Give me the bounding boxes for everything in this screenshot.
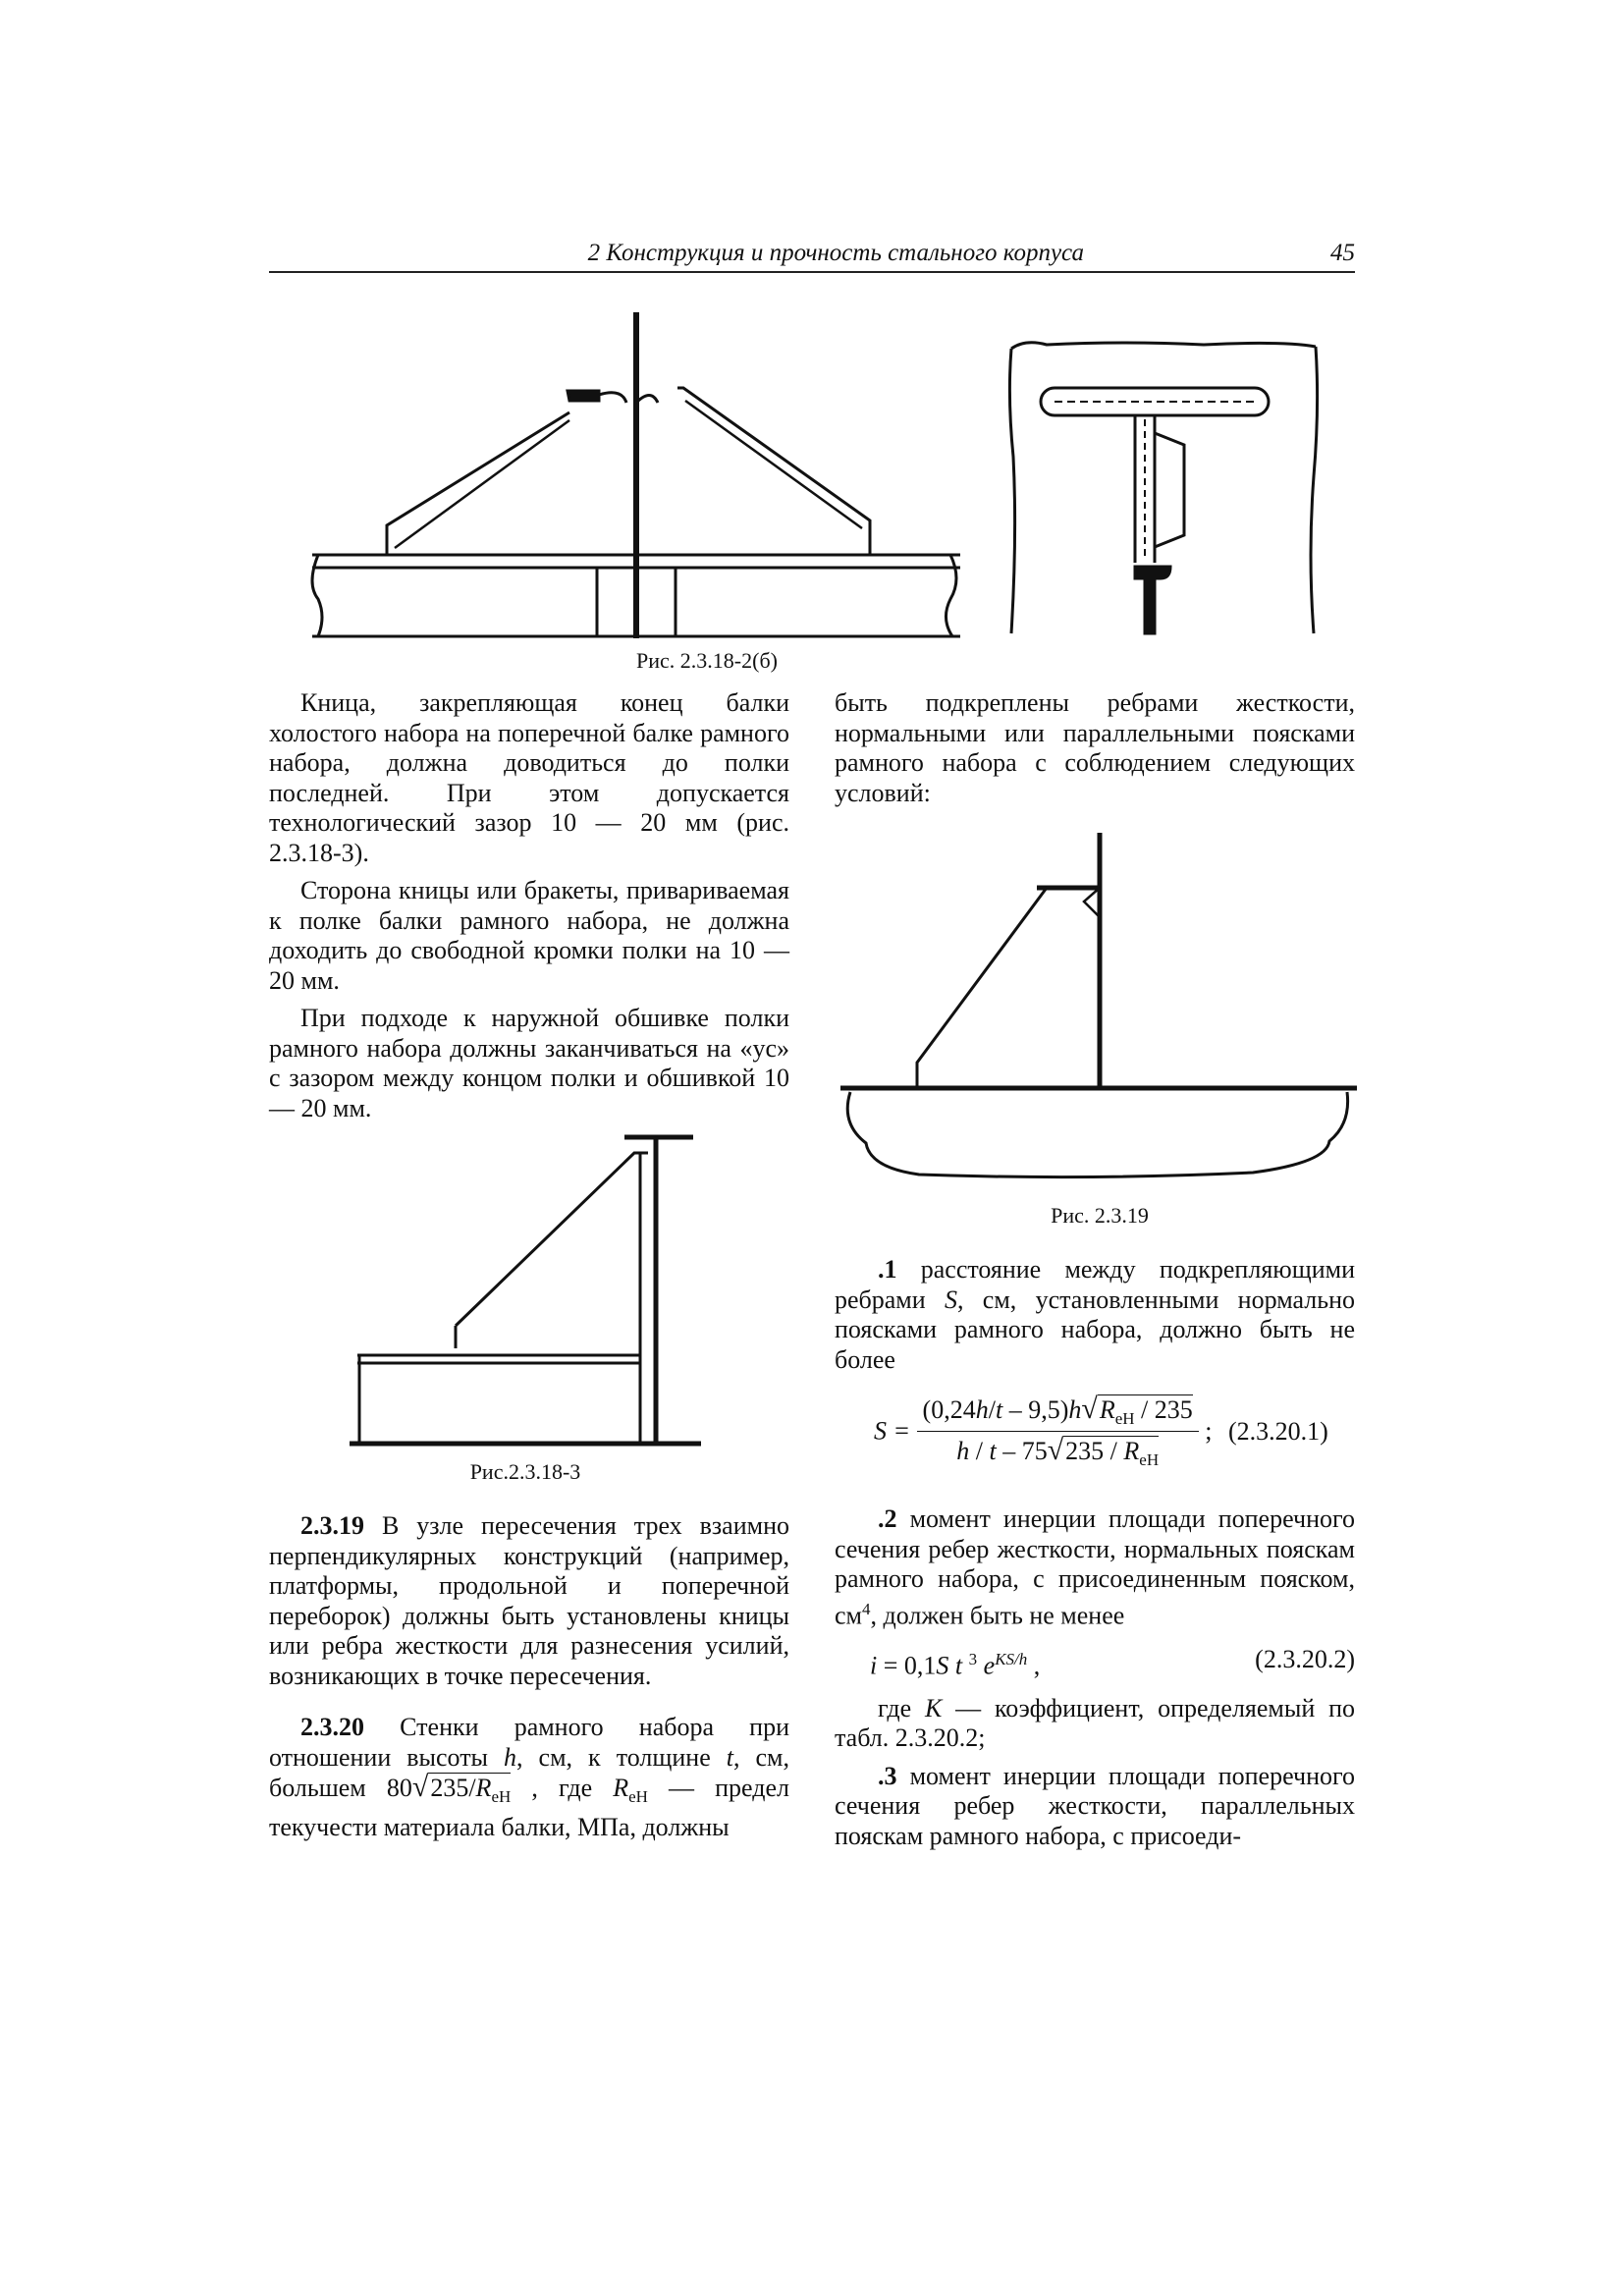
figure-2-3-19 [840,829,1357,1192]
sqrt-expression: $235/R_{eH}$ [430,1774,512,1807]
figure-2-3-18-2b-right [1007,339,1320,638]
page-number: 45 [1330,240,1355,266]
paragraph-2-3-20: 2.3.20 Стенки рамного набора при отношении высоты h, см, к толщине t, см, большем $80√235/R_{eH}$ , где $R_{eH}$ — предел текучести материала балки, МПа, должны [269,1713,790,1841]
figure-caption-18-3: Рис.2.3.18-3 [469,1459,581,1484]
list-item-3: .3 момент инерции площади поперечного сечения ребер жесткости, параллельных пояскам рамного набора, с присоеди- [835,1761,1355,1850]
figure-caption-18-2b: Рис. 2.3.18-2(б) [636,648,778,673]
figure-caption-19: Рис. 2.3.19 [1051,1203,1149,1228]
list-item-1: .1 расстояние между подкрепляющими ребрами S, см, установленными нормально поясками рамного набора, должно быть не более [835,1255,1355,1374]
right-column-bottom [835,1504,1355,1859]
running-head [269,240,1355,273]
left-column-top [269,688,789,1131]
section-title: 2 Конструкция и прочность стального корпуса [587,240,1084,266]
paragraph-2-3-19: 2.3.19 В узле пересечения трех взаимно перпендикулярных конструкций (например, платформы, продольной и поперечной переборок) должны быть установлены кницы или ребра жесткости для разнесения усилий, возникающих в точке пересечения. [269,1511,789,1690]
left-column-bottom [269,1511,789,1850]
paragraph: Кница, закрепляющая конец балки холостого набора на поперечной балке рамного набора, должна доводиться до полки последней. При этом допускается технологический зазор 10 — 20 мм (рис. 2.3.18-3). [269,688,789,867]
right-column-top [835,688,1355,816]
paragraph: При подходе к наружной обшивке полки рамного набора должны заканчиваться на «ус» с зазором между концом полки и обшивкой 10 — 20 мм. [269,1004,789,1122]
figure-2-3-18-3 [350,1127,703,1453]
paragraph: быть подкреплены ребрами жесткости, нормальными или параллельными поясками рамного набора с соблюдением следующих условий: [835,688,1355,807]
where-clause: где K — коэффициент, определяемый по табл. 2.3.20.2; [835,1693,1355,1753]
right-column-item1 [835,1255,1355,1383]
figure-2-3-18-2b-left [312,304,960,643]
formula-fraction: $\frac{(0,24h/t - 9,5)h√R_{eH} / 235}{h / t - 75√235 / R_{eH}}$ [917,1393,1199,1470]
formula-2-3-20-2: i = 0,1S t $^3$ $e^{KS/h}$ , (2.3.20.2) [870,1644,1355,1680]
list-item-2: .2 момент инерции площади поперечного сечения ребер жесткости, нормальных пояскам рамного набора, с присоединенным пояском, $см^4$, должен быть не менее [835,1504,1355,1630]
paragraph: Сторона кницы или бракеты, привариваемая к полке балки рамного набора, не должна доходить до свободной кромки полки на 10 — 20 мм. [269,876,789,995]
formula-2-3-20-1: S = $\frac{(0,24h/t - 9,5)h√R_{eH} / 235}{h / t - 75√235 / R_{eH}}$ ; (2.3.20.1) [874,1393,1328,1470]
